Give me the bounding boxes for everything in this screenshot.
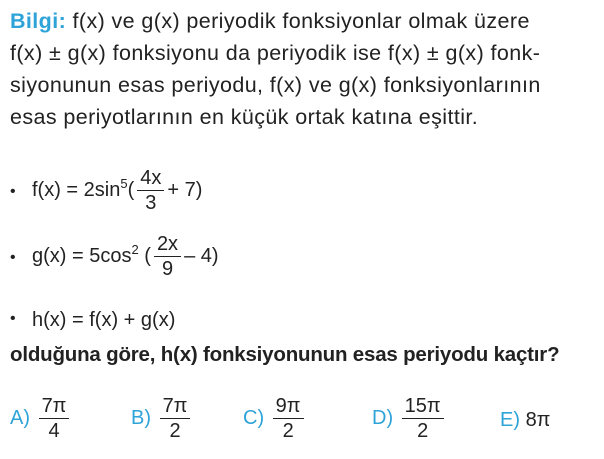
h-definition: h(x) = f(x) + g(x) (32, 309, 176, 331)
question-text: olduğuna göre, h(x) fonksiyonunun esas periyodu kaçtır? (10, 343, 560, 366)
option-b[interactable] (131, 394, 193, 443)
option-letter: B) (131, 406, 151, 429)
bullet-dot: • (10, 249, 16, 266)
f-fraction: $\frac{4x}{3}$ (137, 166, 164, 215)
info-paragraph (10, 5, 598, 133)
f-definition: $f(x) = 2\sin^5$( $\frac{4x}{3}$ + 7) (32, 167, 203, 214)
bullet-dot: • (10, 310, 16, 327)
option-b-fraction: $\frac{7\pi}{2}$ (160, 394, 191, 443)
option-e[interactable] (500, 409, 550, 432)
option-c-fraction: $\frac{9\pi}{2}$ (273, 394, 304, 443)
g-definition: $g(x) = 5\cos^2$ ( $\frac{2x}{9}$ – 4) (32, 233, 219, 280)
info-line-4: esas periyotlarının en küçük ortak katına eşittir. (10, 105, 479, 129)
option-d-fraction: $\frac{15\pi}{2}$ (402, 394, 444, 443)
option-letter: A) (10, 406, 30, 429)
option-letter: E) (500, 409, 520, 431)
bullet-dot: • (10, 183, 16, 200)
option-a[interactable] (10, 394, 72, 443)
info-line-2: f(x) ± g(x) fonksiyonu da periyodik ise f(x) ± g(x) fonk- (10, 41, 541, 65)
info-line-1: Bilgi: f(x) ve g(x) periyodik fonksiyonlar olmak üzere (10, 9, 530, 33)
g-fraction: $\frac{2x}{9}$ (154, 232, 181, 281)
option-d[interactable] (372, 394, 447, 443)
info-line-3: siyonunun esas periyodu, f(x) ve g(x) fonksiyonlarının (10, 73, 541, 97)
option-e-value: 8π (525, 409, 551, 431)
option-c[interactable] (243, 394, 307, 443)
option-letter: D) (372, 406, 394, 429)
option-a-fraction: $\frac{7\pi}{4}$ (39, 394, 70, 443)
info-label: Bilgi: (10, 9, 67, 33)
option-letter: C) (243, 406, 265, 429)
